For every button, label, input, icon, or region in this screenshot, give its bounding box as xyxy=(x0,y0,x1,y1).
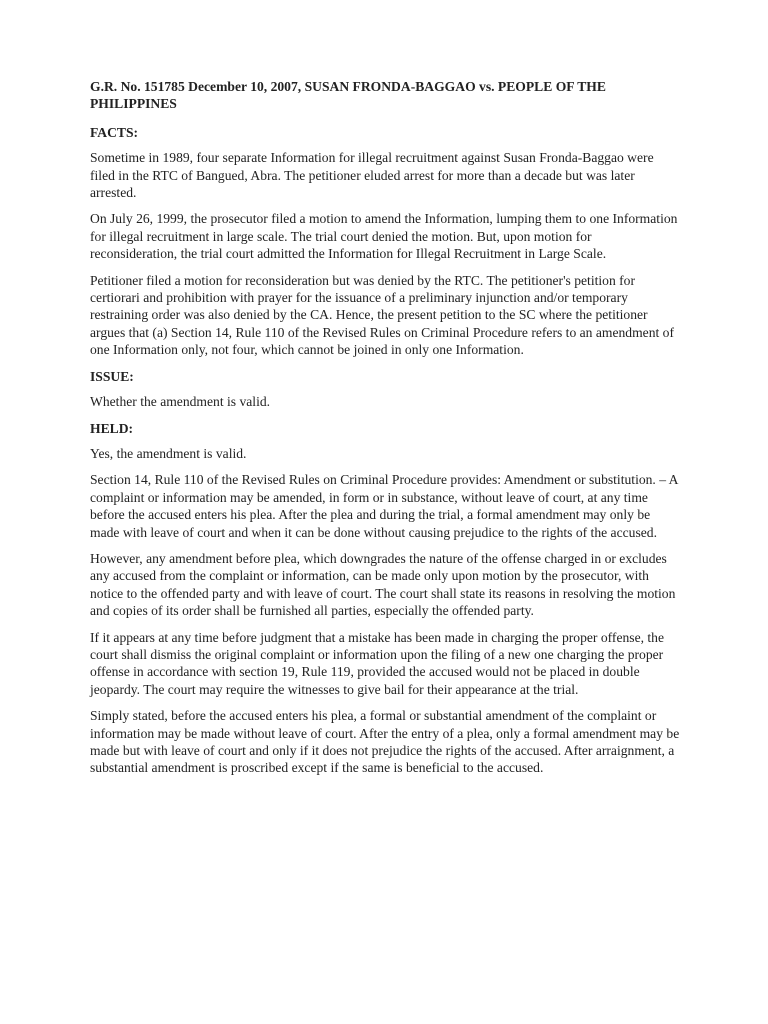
issue-heading: ISSUE: xyxy=(90,368,134,384)
issue-text: Whether the amendment is valid. xyxy=(90,394,271,410)
facts-heading: FACTS: xyxy=(90,124,139,140)
facts-paragraph: On July 26, 1999, the prosecutor filed a motion to amend the Information, lumping them to one Information for illegal recruitment in large scale. The trial court denied the motion. But, upon motion for reconsideration, the trial court admitted the Information for Illegal Recruitment in Large Scale. xyxy=(90,211,678,262)
held-paragraph: Simply stated, before the accused enters his plea, a formal or substantial amendment of the complaint or information may be made without leave of court. After the entry of a plea, only a formal amendment may be made but with leave of court and only if it does not prejudice the rights of the accused. After arraignment, a substantial amendment is proscribed except if the same is beneficial to the accused. xyxy=(90,708,680,776)
facts-paragraph: Petitioner filed a motion for reconsideration but was denied by the RTC. The petitioner's petition for certiorari and prohibition with prayer for the issuance of a preliminary injunction and/or temporary restraining order was also denied by the CA. Hence, the present petition to the SC where the petitioner argues that (a) Section 14, Rule 110 of the Revised Rules on Criminal Procedure refers to an amendment of one Information only, not four, which cannot be joined in only one Information. xyxy=(90,272,674,358)
document-page xyxy=(90,78,680,786)
facts-paragraph: Sometime in 1989, four separate Information for illegal recruitment against Susan Fronda-Baggao were filed in the RTC of Bangued, Abra. The petitioner eluded arrest for more than a decade but was later arrested. xyxy=(90,150,654,201)
held-heading: HELD: xyxy=(90,420,134,436)
held-paragraph: However, any amendment before plea, which downgrades the nature of the offense charged in or excludes any accused from the complaint or information, can be made only upon motion by the prosecutor, with notice to the offended party and with leave of court. The court shall state its reasons in resolving the motion and copies of its order shall be furnished all parties, especially the offended party. xyxy=(90,550,676,619)
held-paragraph: Section 14, Rule 110 of the Revised Rules on Criminal Procedure provides: Amendment or substitution. – A complaint or information may be amended, in form or in substance, without leave of court, at any time before the accused enters his plea. After the plea and during the trial, a formal amendment may only be made with leave of court and when it can be done without causing prejudice to the rights of the accused. xyxy=(90,472,678,540)
held-paragraph: If it appears at any time before judgment that a mistake has been made in charging the proper offense, the court shall dismiss the original complaint or information upon the filing of a new one charging the proper offense in accordance with section 19, Rule 119, provided the accused would not be placed in double jeopardy. The court may require the witnesses to give bail for their appearance at the trial. xyxy=(90,629,665,697)
case-title: G.R. No. 151785 December 10, 2007, SUSAN FRONDA-BAGGAO vs. PEOPLE OF THE PHILIPPINES xyxy=(90,79,606,112)
held-paragraph: Yes, the amendment is valid. xyxy=(90,445,247,461)
